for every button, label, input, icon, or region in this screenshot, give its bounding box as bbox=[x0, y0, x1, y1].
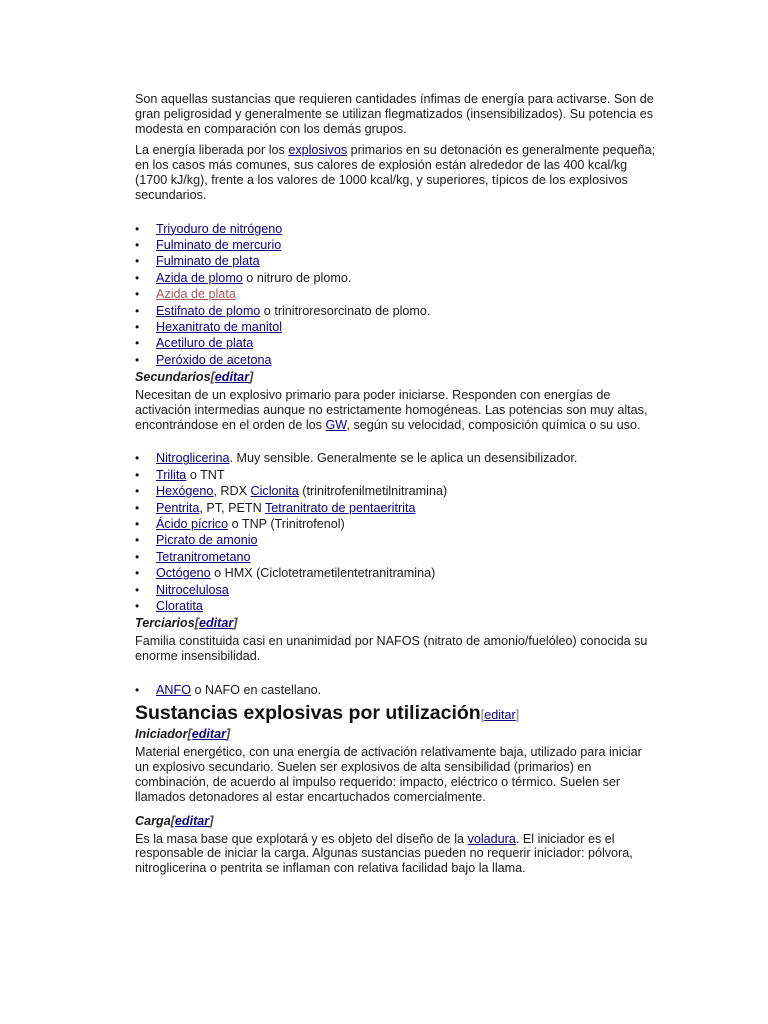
list-item bbox=[135, 532, 657, 548]
list-item bbox=[135, 303, 657, 319]
text-span: o NAFO en castellano. bbox=[190, 682, 322, 697]
list-item bbox=[135, 270, 657, 286]
bracket: ] bbox=[515, 708, 520, 723]
list-item bbox=[135, 565, 657, 581]
link-gw[interactable]: GW bbox=[325, 417, 347, 432]
link-pentrita[interactable]: Pentrita bbox=[156, 500, 200, 515]
link-triyoduro[interactable]: Triyoduro de nitrógeno bbox=[156, 221, 283, 236]
heading-terciarios bbox=[135, 614, 657, 632]
list-item bbox=[135, 682, 657, 698]
link-nitrocelulosa[interactable]: Nitrocelulosa bbox=[156, 582, 229, 597]
heading-secundarios bbox=[135, 368, 657, 386]
edit-link-utilizacion[interactable]: editar bbox=[484, 708, 516, 723]
heading-text: Terciarios bbox=[135, 616, 195, 631]
bracket: ] bbox=[225, 727, 231, 742]
text-span: o trinitroresorcinato de plomo. bbox=[260, 303, 431, 318]
heading-text: Sustancias explosivas por utilización bbox=[135, 702, 481, 725]
secundarios-paragraph bbox=[135, 388, 657, 432]
link-hexanitrato-manitol[interactable]: Hexanitrato de manitol bbox=[156, 319, 283, 334]
section-heading-utilizacion bbox=[135, 701, 657, 725]
iniciador-paragraph: Material energético, con una energía de activación relativamente baja, utilizado para iniciar un explosivo secundario. Suelen ser explosivos de alta sensibilidad (primarios) en combinación, de acuerdo al impulso requerido: impacto, eléctrico o térmico. Suelen ser llamados detonadores al estar encartuchados comercialmente. bbox=[135, 745, 642, 804]
link-acido-picrico[interactable]: Ácido pícrico bbox=[156, 517, 229, 532]
heading-iniciador bbox=[135, 725, 657, 743]
heading-carga bbox=[135, 812, 657, 830]
bracket: ] bbox=[233, 616, 238, 631]
list-item bbox=[135, 549, 657, 565]
text-span: La energía liberada por los bbox=[135, 143, 289, 158]
bracket: [ bbox=[210, 370, 215, 385]
primarios-paragraph bbox=[135, 143, 657, 202]
text-span: , PT, PETN bbox=[199, 500, 265, 515]
link-trilita[interactable]: Trilita bbox=[156, 467, 187, 482]
link-azida-plomo[interactable]: Azida de plomo bbox=[156, 270, 243, 285]
text-span: . El iniciador es el responsable de iniciar la carga. Algunas sustancias pueden no requerir iniciador: pólvora, nitroglicerina o pentrita se inflaman con relativa facilidad bajo la llama. bbox=[135, 831, 633, 876]
link-acetiluro-plata[interactable]: Acetiluro de plata bbox=[156, 336, 254, 351]
bracket: [ bbox=[480, 708, 485, 723]
secundarios-list bbox=[135, 450, 657, 614]
list-item bbox=[135, 237, 657, 253]
list-item bbox=[135, 450, 657, 466]
link-fulminato-plata[interactable]: Fulminato de plata bbox=[156, 254, 260, 269]
edit-link-secundarios[interactable]: editar bbox=[214, 370, 250, 385]
carga-paragraph bbox=[135, 832, 657, 876]
link-tetranitrato-pentaeritrita[interactable]: Tetranitrato de pentaeritrita bbox=[264, 500, 416, 515]
terciarios-paragraph: Familia constituida casi en unanimidad por NAFOS (nitrato de amonio/fuelóleo) conocida su enorme insensibilidad. bbox=[135, 634, 648, 664]
text-span: , RDX bbox=[213, 484, 251, 499]
list-item bbox=[135, 335, 657, 351]
link-nitroglicerina[interactable]: Nitroglicerina bbox=[156, 451, 230, 466]
link-voladura[interactable]: voladura bbox=[467, 831, 516, 846]
heading-text: Iniciador bbox=[135, 727, 188, 742]
bracket: [ bbox=[194, 616, 199, 631]
list-item bbox=[135, 598, 657, 614]
link-hexogeno[interactable]: Hexógeno bbox=[156, 484, 214, 499]
text-span: primarios en su detonación es generalmente pequeña; en los casos más comunes, sus calores de explosión están alrededor de las 400 kcal/kg (1700 kJ/kg), frente a los valores de 1000 kcal/kg, y superiores, típicos de los explosivos secundarios. bbox=[135, 143, 656, 202]
list-item bbox=[135, 286, 657, 302]
bracket: ] bbox=[249, 370, 254, 385]
list-item bbox=[135, 467, 657, 483]
link-anfo[interactable]: ANFO bbox=[156, 682, 191, 697]
link-azida-plata[interactable]: Azida de plata bbox=[156, 287, 236, 302]
bracket: [ bbox=[187, 727, 192, 742]
edit-link-carga[interactable]: editar bbox=[174, 813, 210, 828]
list-item bbox=[135, 483, 657, 499]
bracket: [ bbox=[170, 813, 175, 828]
list-item bbox=[135, 221, 657, 237]
intro-paragraph: Son aquellas sustancias que requieren cantidades ínfimas de energía para activarse. Son de gran peligrosidad y generalmente se utilizan flegmatizados (insensibilizados). Su potencia es modesta en comparación con los demás grupos. bbox=[135, 92, 654, 136]
link-explosivos[interactable]: explosivos bbox=[288, 143, 348, 158]
list-item bbox=[135, 253, 657, 269]
list-item bbox=[135, 352, 657, 368]
text-span: Necesitan de un explosivo primario para poder iniciarse. Responden con energías de activación intermedias aunque no estrictamente homogéneas. Las potencias son muy altas, encontrándose en el orden de los bbox=[135, 388, 648, 432]
link-octogeno[interactable]: Octógeno bbox=[156, 566, 211, 581]
list-item bbox=[135, 319, 657, 335]
text-span: o HMX (Ciclotetrametilentetranitramina) bbox=[210, 566, 436, 581]
text-span: Es la masa base que explotará y es objeto del diseño de la bbox=[135, 831, 468, 846]
primarios-list bbox=[135, 221, 657, 369]
link-estifnato-plomo[interactable]: Estifnato de plomo bbox=[156, 303, 261, 318]
text-span: o TNT bbox=[186, 467, 225, 482]
text-span: . Muy sensible. Generalmente se le aplica un desensibilizador. bbox=[229, 451, 578, 466]
bracket: ] bbox=[209, 813, 214, 828]
link-tetranitrometano[interactable]: Tetranitrometano bbox=[156, 549, 251, 564]
link-ciclonita[interactable]: Ciclonita bbox=[250, 484, 299, 499]
link-cloratita[interactable]: Cloratita bbox=[156, 599, 203, 613]
link-picrato-amonio[interactable]: Picrato de amonio bbox=[156, 533, 258, 548]
text-span: o TNP (Trinitrofenol) bbox=[228, 517, 345, 532]
edit-link-iniciador[interactable]: editar bbox=[191, 727, 226, 742]
article-body bbox=[135, 92, 657, 883]
terciarios-list bbox=[135, 682, 657, 698]
list-item bbox=[135, 582, 657, 598]
text-span: (trinitrofenilmetilnitramina) bbox=[298, 484, 448, 499]
edit-link-terciarios[interactable]: editar bbox=[198, 616, 234, 631]
list-item bbox=[135, 500, 657, 516]
heading-text: Carga bbox=[135, 813, 171, 828]
heading-text: Secundarios bbox=[135, 370, 211, 385]
text-span: , según su velocidad, composición química o su uso. bbox=[346, 417, 641, 432]
text-span: o nitruro de plomo. bbox=[242, 270, 352, 285]
link-peroxido-acetona[interactable]: Peróxido de acetona bbox=[156, 352, 272, 367]
list-item bbox=[135, 516, 657, 532]
link-fulminato-mercurio[interactable]: Fulminato de mercurio bbox=[156, 237, 282, 252]
